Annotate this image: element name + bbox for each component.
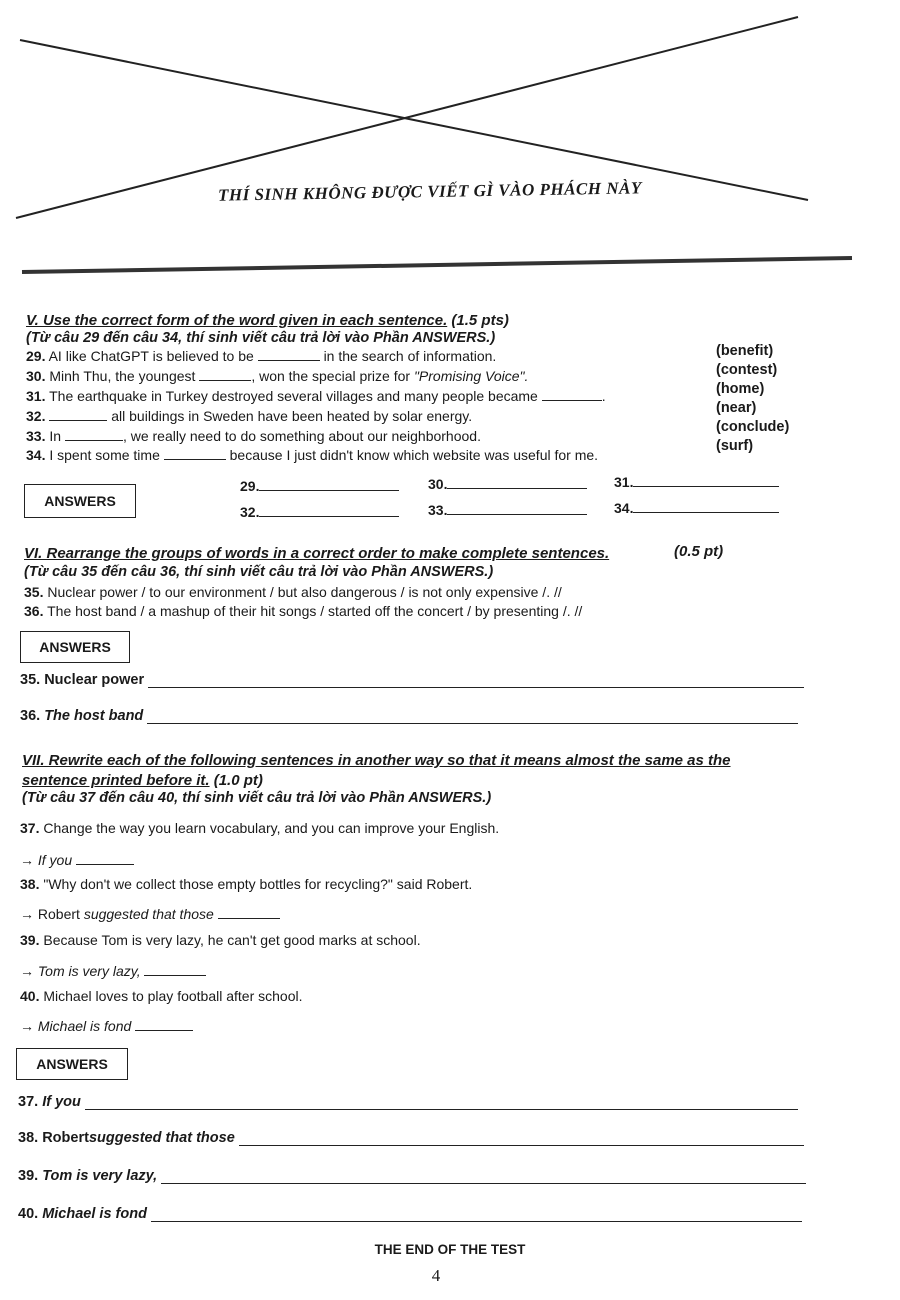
question-35: 35. Nuclear power / to our environment / but also dangerous / is not only expensive /. // bbox=[24, 584, 562, 600]
prompt-39: → Tom is very lazy, bbox=[20, 963, 206, 979]
section-vi-title bbox=[24, 545, 609, 562]
question-32: 32. all buildings in Sweden have been heated by solar energy. bbox=[26, 408, 473, 424]
prompt-40: → Michael is fond bbox=[20, 1018, 193, 1034]
answer-slot-30[interactable]: 30. bbox=[428, 476, 587, 492]
section-vii-instruction: (Từ câu 37 đến câu 40, thí sinh viết câu trả lời vào Phần ANSWERS.) bbox=[22, 790, 492, 806]
section-vii-title-line1: VII. Rewrite each of the following sentences in another way so that it means almost the same as the bbox=[22, 752, 731, 769]
answer-slot-32[interactable]: 32. bbox=[240, 504, 399, 520]
prompt-38: → Robert suggested that those bbox=[20, 906, 280, 922]
no-write-cross bbox=[0, 0, 900, 290]
section-vi-answers-label: ANSWERS bbox=[20, 631, 130, 663]
question-31: 31. The earthquake in Turkey destroyed several villages and many people became . bbox=[26, 388, 606, 404]
answer-line-40[interactable]: 40. Michael is fond bbox=[18, 1206, 802, 1222]
prompt-37: → If you bbox=[20, 852, 134, 868]
section-v-heading: V. Use the correct form of the word given in each sentence. bbox=[26, 312, 448, 329]
section-v-points: (1.5 pts) bbox=[447, 312, 509, 329]
hint-34: (surf) bbox=[716, 438, 754, 454]
question-39: 39. Because Tom is very lazy, he can't get good marks at school. bbox=[20, 932, 421, 948]
answer-slot-33[interactable]: 33. bbox=[428, 502, 587, 518]
page-number: 4 bbox=[431, 1266, 441, 1285]
section-vii-answers-label: ANSWERS bbox=[16, 1048, 128, 1080]
end-of-test-label: THE END OF THE TEST bbox=[374, 1242, 526, 1257]
section-v-instruction: (Từ câu 29 đến câu 34, thí sinh viết câu trả lời vào Phần ANSWERS.) bbox=[26, 330, 496, 346]
hint-31: (home) bbox=[716, 381, 765, 397]
question-30: 30. Minh Thu, the youngest , won the special prize for "Promising Voice". bbox=[26, 368, 529, 384]
answer-line-36[interactable]: 36. The host band bbox=[20, 708, 798, 724]
answer-line-37[interactable]: 37. If you bbox=[18, 1094, 798, 1110]
section-vi-instruction: (Từ câu 35 đến câu 36, thí sinh viết câu trả lời vào Phần ANSWERS.) bbox=[24, 564, 494, 580]
question-40: 40. Michael loves to play football after school. bbox=[20, 988, 303, 1004]
section-vi-heading: VI. Rearrange the groups of words in a correct order to make complete sentences. bbox=[24, 545, 610, 562]
answer-line-38[interactable]: 38. Robert suggested that those bbox=[18, 1130, 804, 1146]
section-vii-title-line2: sentence printed before it. (1.0 pt) bbox=[22, 772, 263, 789]
answer-slot-29[interactable]: 29. bbox=[240, 478, 399, 494]
hint-30: (contest) bbox=[716, 362, 778, 378]
section-v-title bbox=[26, 312, 509, 329]
answer-slot-31[interactable]: 31. bbox=[614, 474, 779, 490]
question-29: 29. AI like ChatGPT is believed to be in the search of information. bbox=[26, 348, 497, 364]
hint-32: (near) bbox=[716, 400, 757, 416]
answer-line-35[interactable]: 35. Nuclear power bbox=[20, 672, 804, 688]
question-33: 33. In , we really need to do something about our neighborhood. bbox=[26, 428, 481, 444]
section-vi-points: (0.5 pt) bbox=[674, 543, 724, 560]
question-34: 34. I spent some time because I just didn't know which website was useful for me. bbox=[26, 447, 599, 463]
answer-slot-34[interactable]: 34. bbox=[614, 500, 779, 516]
answer-line-39[interactable]: 39. Tom is very lazy, bbox=[18, 1168, 806, 1184]
question-38: 38. "Why don't we collect those empty bottles for recycling?" said Robert. bbox=[20, 876, 473, 892]
section-v-answers-label: ANSWERS bbox=[24, 484, 136, 518]
hint-29: (benefit) bbox=[716, 343, 774, 359]
hint-33: (conclude) bbox=[716, 419, 790, 435]
no-write-stamp: THÍ SINH KHÔNG ĐƯỢC VIẾT GÌ VÀO PHÁCH NÀY bbox=[217, 178, 642, 205]
question-37: 37. Change the way you learn vocabulary, and you can improve your English. bbox=[20, 820, 500, 836]
question-36: 36. The host band / a mashup of their hit songs / started off the concert / by presenting /. // bbox=[24, 603, 583, 619]
